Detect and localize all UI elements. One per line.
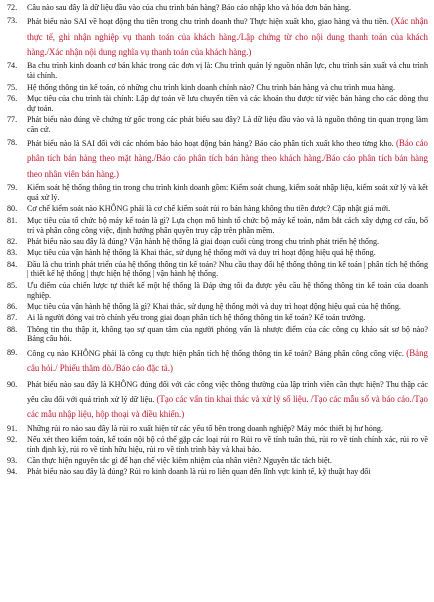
question-text: Mục tiêu của vận hành hệ thống là Khai thác, sử dụng hệ thống mới và duy trì hoạt động hiệu quả hệ thống. (27, 248, 376, 258)
question-body (27, 183, 428, 203)
question-number: 88. (7, 324, 18, 334)
question-text: Công cụ nào KHÔNG phải là công cụ thực hiện phân tích hệ thống thông tin kế toán? Bảng phân công công việc. (27, 348, 404, 358)
question-number: 92. (7, 434, 18, 444)
question-number: 77. (7, 115, 18, 124)
question-number: 87. (7, 313, 18, 323)
question-item (7, 346, 428, 376)
question-number: 81. (7, 215, 18, 225)
question-body (27, 346, 428, 376)
question-body (27, 216, 428, 236)
question-text: Cơ chế kiểm soát nào KHÔNG phải là cơ chế kiểm soát rủi ro bán hàng không thu tiền được? Cập nhật giá mới. (27, 204, 391, 214)
question-body (27, 94, 428, 114)
question-number: 89. (7, 347, 18, 357)
question-body (27, 3, 428, 13)
question-text: Đầu là chu trình phát triển của hệ thống thông tin kế toán? Nhu cầu thay đổi hệ thống thông tin kế toán | phân tích hệ thống | thiết kế hệ thống | thực hiện hệ thống | vận hành hệ thống. (27, 259, 428, 279)
question-text: Cần thực hiện nguyên tắc gì để hạn chế việc kiêm nhiệm của nhân viên? Nguyên tắc tách biệt. (27, 456, 332, 465)
question-text: Câu nào sau đây là dữ liệu đầu vào của chu trình bán hàng? Báo cáo nhập kho và hóa đơn bán hàng. (27, 3, 351, 12)
question-item (7, 281, 428, 301)
alternative-answers: (Báo cáo phân tích bán hàng theo mặt hàng./Báo cáo phân tích bán hàng theo khách hàng./Báo cáo phân tích bán hàng theo nhân viên bán hàng.) (27, 138, 428, 179)
question-number: 82. (7, 236, 18, 246)
question-number: 90. (7, 379, 18, 389)
alternative-answers: (Xác nhận thực tế, ghi nhận nghiệp vụ thanh toán của khách hàng./Lập chứng từ cho nội dung thanh toán của khách hàng./Xác nhận nội dung nghĩa vụ thanh toán của khách hàng.) (27, 16, 428, 57)
question-item (7, 61, 428, 81)
question-item (7, 115, 428, 135)
question-item (7, 325, 428, 345)
question-body (27, 14, 428, 60)
question-text: Phát biểu nào là SAI đối với các nhóm báo báo hoạt động bán hàng? Báo cáo phân tích xuất kho theo từng kho. (27, 139, 394, 149)
question-text: Phát biểu nào đúng về chứng từ gốc trong các phát biểu sau đây? Là dữ liệu đầu vào và là nguồn thông tin quan trọng làm căn cứ. (27, 115, 428, 134)
question-body (27, 260, 428, 280)
question-item (7, 435, 428, 455)
question-number: 84. (7, 259, 18, 269)
question-item (7, 216, 428, 236)
question-item (7, 204, 428, 214)
question-text: Phát biểu nào sau đây là KHÔNG đúng đối với các công việc thông thường của lập trình viên cần thực hiện? Thu thập các yêu cầu đối với quá trình xử lý dữ liệu. (27, 379, 428, 404)
question-text: Phát biểu nào sau đây là đúng? Rủi ro kinh doanh là rủi ro liên quan đến lĩnh vực kinh tế, kỹ thuật hay đối (27, 467, 371, 477)
question-item (7, 94, 428, 114)
question-body (27, 325, 428, 345)
question-body (27, 313, 428, 323)
question-text: Kiểm soát hệ thống thông tin trong chu trình kinh doanh gồm: Kiểm soát chung, kiểm soát nhập liệu, kiểm soát xử lý và kết quả xử lý. (27, 183, 428, 203)
question-item (7, 260, 428, 280)
question-item (7, 14, 428, 60)
question-item (7, 248, 428, 258)
question-item (7, 302, 428, 312)
question-body (27, 302, 428, 312)
question-body (27, 435, 428, 455)
question-number: 94. (7, 467, 18, 477)
question-item (7, 424, 428, 434)
question-text: Phát biểu nào SAI về hoạt động thu tiền trong chu trình doanh thu? Thực hiện xuất kho, giao hàng và thu tiền. (27, 17, 389, 27)
question-number: 86. (7, 301, 18, 311)
question-item (7, 467, 428, 477)
question-text: Ưu điểm của chiến lược tự thiết kế một hệ thống là Đáp ứng tối đa được yêu cầu hệ thống thông tin kế toán của doanh nghiệp. (27, 280, 428, 300)
question-item (7, 83, 428, 93)
question-body (27, 115, 428, 135)
question-text: Mục tiêu của vận hành hệ thống là gì? Khai thác, sử dụng hệ thống mới và duy trì hoạt động hiệu quả của hệ thống. (27, 301, 401, 311)
question-body (27, 248, 428, 258)
question-number: 74. (7, 61, 18, 71)
question-item (7, 183, 428, 203)
question-item (7, 378, 428, 423)
alternative-answers: (Bảng câu hỏi./ Phiếu thăm dò./Báo cáo đặc tả.) (27, 347, 428, 373)
question-text: Những rủi ro nào sau đây là rủi ro xuất hiện từ các yếu tố bên trong doanh nghiệp? Máy móc thiết bị hư hỏng. (27, 423, 383, 433)
question-number: 80. (7, 204, 18, 214)
question-text: Ai là người đóng vai trò chính yếu trong giai đoạn phân tích hệ thống thông tin kế toán? Kế toán trưởng. (27, 313, 366, 323)
question-number: 83. (7, 248, 18, 258)
question-body (27, 281, 428, 301)
question-number: 79. (7, 183, 18, 193)
question-body (27, 204, 428, 214)
question-text: Mục tiêu của chu trình tài chính: Lập dự toán về lưu chuyển tiền và các khoản thu được từ việc bán hàng cho các dòng thu dự toán. (27, 93, 428, 113)
question-number: 73. (7, 16, 18, 26)
question-text: Hệ thống thông tin kế toán, có những chu trình kinh doanh chính nào? Chu trình bán hàng và chu trình mua hàng. (27, 82, 396, 92)
alternative-answers: (Tạo các vấn tin khai thác và xử lý số liệu. /Tạo các mẫu số và báo cáo./Tạo các mẫu nhập liệu, hộp thoại và điều khiển.) (27, 393, 428, 419)
question-body (27, 136, 428, 182)
question-body (27, 424, 428, 434)
question-body (27, 237, 428, 247)
question-number: 93. (7, 456, 18, 465)
question-body (27, 83, 428, 93)
question-body (27, 378, 428, 423)
question-item (7, 456, 428, 466)
question-text: Ba chu trình kinh doanh cơ bản khác trong các đơn vị là: Chu trình quản lý nguồn nhân lực, chu trình sản xuất và chu trình tài chính. (27, 61, 428, 81)
question-number: 72. (7, 3, 18, 12)
question-number: 76. (7, 93, 18, 103)
question-text: Nếu xét theo kiểm toán, kế toán nội bộ có thể gặp các loại rủi ro Rủi ro về tính tuân thủ, rủi ro về tính chính xác, rủi ro về tính định kỳ, rủi ro về tính hữu hiệu, rủi ro về tính trình bày và khai báo. (27, 434, 428, 454)
question-number: 75. (7, 82, 18, 92)
question-item (7, 3, 428, 13)
question-number: 78. (7, 138, 18, 148)
question-item (7, 237, 428, 247)
question-text: Phát biểu nào sau đây là đúng? Vận hành hệ thống là giai đoạn cuối cùng trong chu trình phát triển hệ thống. (27, 236, 380, 246)
question-text: Thông tin thu thập ít, không tạo sự quan tâm của người phỏng vấn là nhược điểm của các công cụ khảo sát sơ bộ nào? Bảng câu hỏi. (27, 324, 428, 344)
question-number: 85. (7, 280, 18, 290)
question-text: Mục tiêu của tổ chức bộ máy kế toán là gì? Lựa chọn mô hình tổ chức bộ máy kế toán, nắm bắt cách xây dựng cơ cấu, bố trí và phân công công việc, định hướng phân quyền truy cập trên phần mềm. (27, 215, 428, 235)
question-body (27, 456, 428, 466)
question-item (7, 313, 428, 323)
question-body (27, 61, 428, 81)
question-item (7, 136, 428, 182)
question-body (27, 467, 428, 477)
question-number: 91. (7, 423, 18, 433)
